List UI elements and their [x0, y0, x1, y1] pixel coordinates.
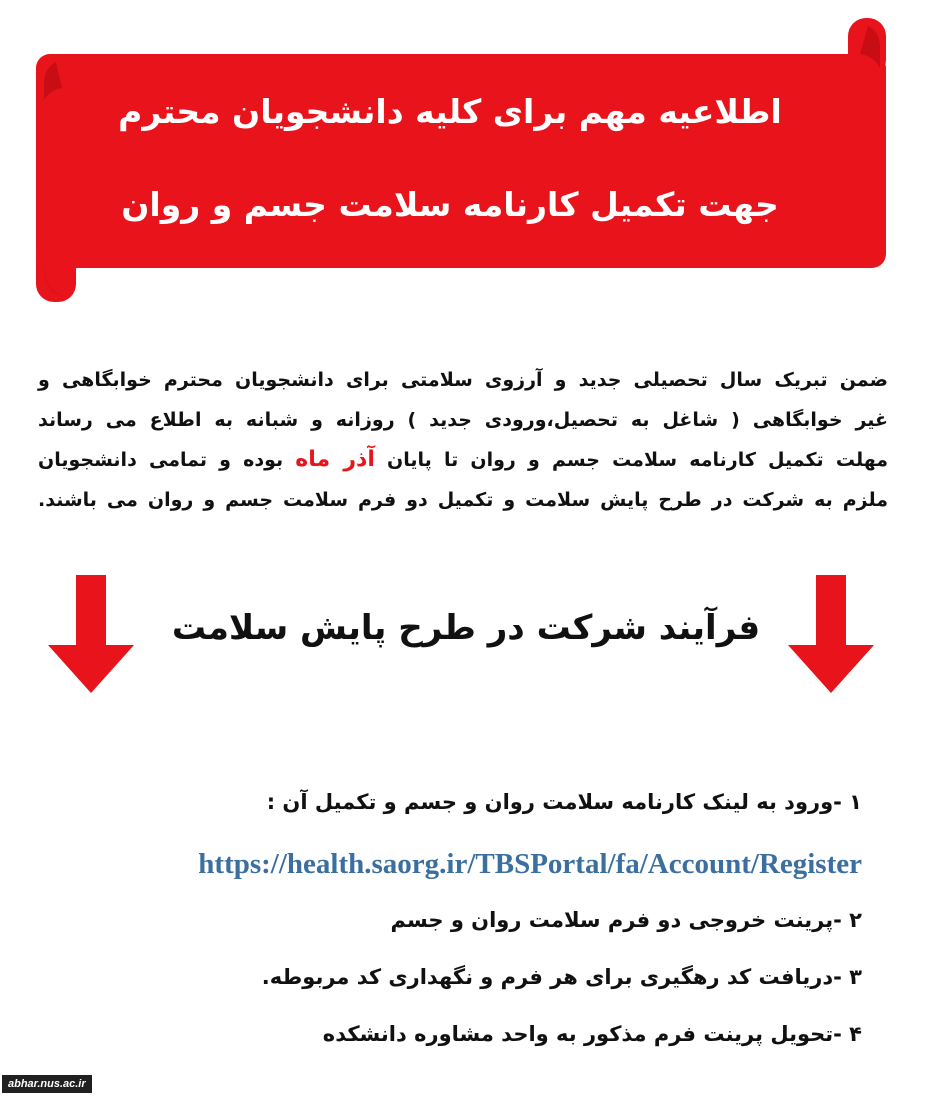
banner-title-line-2: جهت تکمیل کارنامه سلامت جسم و روان: [121, 185, 779, 224]
intro-line-3: [38, 440, 888, 480]
site-watermark: abhar.nus.ac.ir: [2, 1075, 92, 1093]
intro-line-1: ضمن تبریک سال تحصیلی جدید و آرزوی سلامتی برای دانشجویان محترم خوابگاهی و: [38, 369, 888, 391]
registration-link[interactable]: https://health.saorg.ir/TBSPortal/fa/Account/Register: [198, 848, 862, 880]
intro-line-4: ملزم به شرکت در طرح پایش سلامت و تکمیل دو فرم سلامت جسم و روان می باشند.: [38, 489, 888, 511]
announcement-banner: [0, 0, 932, 320]
intro-paragraph: [38, 360, 888, 520]
step-1: ۱ -ورود به لینک کارنامه سلامت روان و جسم و تکمیل آن :: [266, 790, 862, 814]
step-4: ۴ -تحویل پرینت فرم مذکور به واحد مشاوره دانشکده: [322, 1022, 862, 1046]
banner-title-line-1: اطلاعیه مهم برای کلیه دانشجویان محترم: [118, 92, 782, 131]
arrow-down-icon: [788, 575, 874, 693]
step-3: ۳ -دریافت کد رهگیری برای هر فرم و نگهداری کد مربوطه.: [261, 965, 862, 989]
intro-line-3-start: مهلت تکمیل کارنامه سلامت جسم و روان تا پایان: [387, 449, 889, 471]
intro-line-2: غیر خوابگاهی ( شاغل به تحصیل،ورودی جدید ) روزانه و شبانه به اطلاع می رساند: [38, 409, 888, 431]
intro-line-3-end: بوده و تمامی دانشجویان: [38, 449, 284, 471]
process-title: فرآیند شرکت در طرح پایش سلامت: [171, 608, 761, 648]
deadline-highlight: آذر ماه: [295, 447, 375, 472]
scroll-banner-shape: [0, 0, 932, 320]
arrow-down-icon: [48, 575, 134, 693]
step-2: ۲ -پرینت خروجی دو فرم سلامت روان و جسم: [390, 908, 862, 932]
